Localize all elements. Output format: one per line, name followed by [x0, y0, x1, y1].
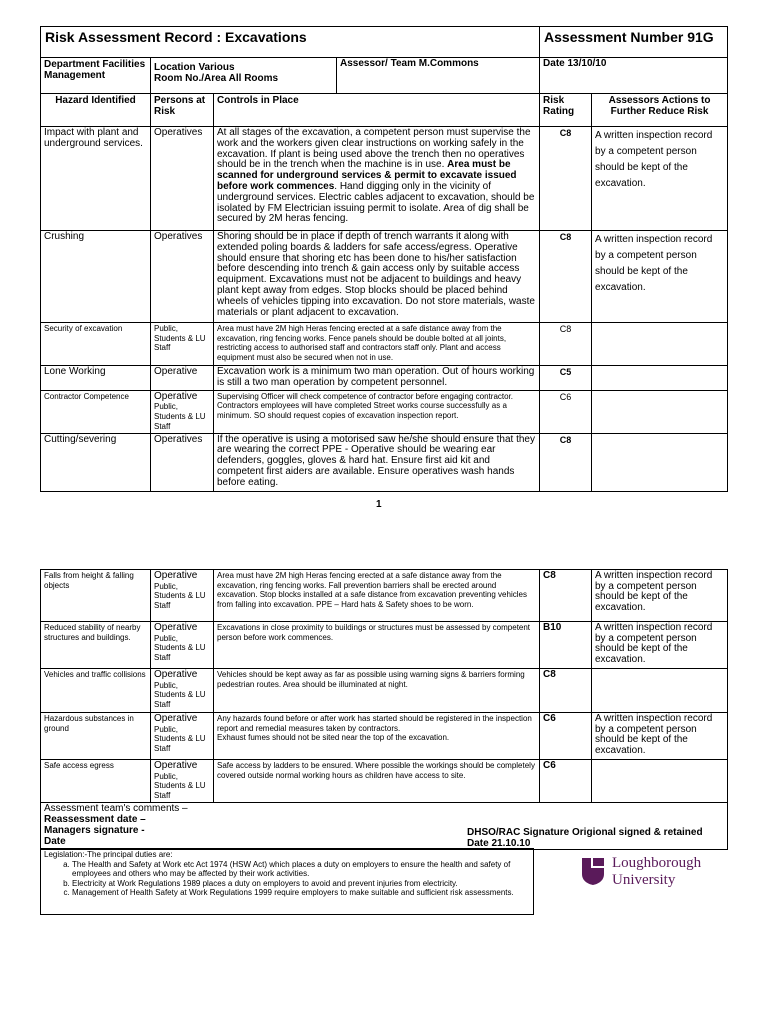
- action: A written inspection record by a competent person should be kept of the excavation.: [592, 622, 728, 669]
- hazard: Reduced stability of nearby structures and buildings.: [41, 622, 151, 669]
- assessment-number: Assessment Number 91G: [540, 27, 728, 58]
- page-number: 1: [376, 499, 382, 510]
- location: Location Various: [154, 62, 235, 73]
- assessor: Assessor/ Team M.Commons: [337, 58, 540, 94]
- persons: Public, Students & LU Staff: [151, 323, 214, 366]
- document-title: Risk Assessment Record : Excavations: [41, 27, 540, 58]
- rating: C6: [540, 713, 592, 760]
- table-row: [41, 390, 728, 433]
- hazard: Security of excavation: [41, 323, 151, 366]
- rating: B10: [540, 622, 592, 669]
- legislation-item: b. Electricity at Work Regulations 1989 places a duty on employers to avoid and prevent injuries from electricity.: [72, 879, 530, 889]
- hazard: Falls from height & falling objects: [41, 570, 151, 622]
- action: [592, 760, 728, 803]
- rating: C8: [540, 669, 592, 713]
- location-cell: [151, 58, 337, 94]
- persons-primary: Operative: [154, 622, 198, 633]
- footer-signatures: [41, 803, 728, 850]
- rating: C8: [540, 127, 592, 231]
- persons: Operatives: [151, 433, 214, 491]
- controls: Safe access by ladders to be ensured. Where possible the workings should be completely covered outside normal working hours as children have access to site.: [214, 760, 540, 803]
- persons-secondary: Public, Students & LU Staff: [154, 402, 206, 431]
- rating: C8: [540, 231, 592, 323]
- controls: Supervising Officer will check competence of contractor before engaging contractor. Contractors employees will have completed Street works course successfully as a minimum. SO should request copies of excavation inspection report.: [214, 390, 540, 433]
- date: Date 13/10/10: [540, 58, 728, 94]
- signatures-cell: [41, 803, 728, 850]
- risk-table-page2: [40, 569, 728, 850]
- persons: [151, 622, 214, 669]
- table-row: [41, 433, 728, 491]
- legislation-box: [40, 848, 534, 915]
- controls: Shoring should be in place if depth of trench warrants it along with extended poling boards & ladders for safe access/egress. Operative should ensure that shoring etc has been done to his/her satisfaction before descending into trench & gain access only by suitable access equipment. Excavations must not be adjacent to buildings and heavy plant kept away from edges. Stop blocks should be placed behind wheels of vehicles tipping into excavation. Do not store materials, waste materials or plant adjacent to excavation.: [214, 231, 540, 323]
- rating: C6: [540, 390, 592, 433]
- controls-text: At all stages of the excavation, a competent person must supervise the work and the workers given clear instructions on working safely in the excavation. If plant is being used above the trench then no operatives should be in the trench when the machine is in use.: [217, 127, 531, 171]
- hazard: Vehicles and traffic collisions: [41, 669, 151, 713]
- legislation-title: Legislation:-The principal duties are:: [44, 850, 173, 859]
- table-row: [41, 323, 728, 366]
- controls: [214, 713, 540, 760]
- persons: [151, 570, 214, 622]
- controls: Excavation work is a minimum two man operation. Out of hours working is still a two man operation by competent personnel.: [214, 366, 540, 391]
- table-row: [41, 570, 728, 622]
- persons: [151, 760, 214, 803]
- persons: [151, 390, 214, 433]
- managers-signature: Managers signature -: [44, 825, 145, 836]
- controls: Area must have 2M high Heras fencing erected at a safe distance away from the excavation, ring fencing works. Fence panels should be double bolted at all joints, restricting access to authorised staff and contractors staff only. Plant and access equipment must also be secured when not in use.: [214, 323, 540, 366]
- hazard: Contractor Competence: [41, 390, 151, 433]
- persons: [151, 713, 214, 760]
- persons-secondary: Public, Students & LU Staff: [154, 581, 206, 610]
- room: Room No./Area All Rooms: [154, 72, 279, 84]
- controls-bold: Area must be scanned for underground services & permit to excavate issued before work commences: [217, 159, 517, 192]
- hazard: Crushing: [41, 231, 151, 323]
- university-logo: [580, 852, 730, 892]
- controls: [214, 127, 540, 231]
- action: A written inspection record by a competent person should be kept of the excavation.: [592, 570, 728, 622]
- persons-primary: Operative: [154, 713, 198, 724]
- dhso-signature: DHSO/RAC Signature Origional signed & retained: [467, 827, 703, 838]
- action: [592, 323, 728, 366]
- col-rating: Risk Rating: [540, 94, 592, 127]
- controls-text: Any hazards found before or after work has started should be registered in the inspection report and remedial measures taken by contractors.: [217, 714, 532, 733]
- rating: C5: [540, 366, 592, 391]
- rating: C8: [540, 570, 592, 622]
- logo-line1: Loughborough: [612, 855, 702, 871]
- persons-primary: Operative: [154, 390, 198, 402]
- hazard: Hazardous substances in ground: [41, 713, 151, 760]
- table-row: [41, 127, 728, 231]
- rating: C8: [540, 433, 592, 491]
- table-row: [41, 622, 728, 669]
- controls-text: Exhaust fumes should not be sited near the top of the excavation.: [217, 733, 450, 743]
- action: A written inspection record by a competent person should be kept of the excavation.: [592, 231, 728, 323]
- legislation-item: c. Management of Health Safety at Work Regulations 1999 require employers to make suitable and sufficient risk assessments.: [72, 888, 530, 898]
- action: [592, 390, 728, 433]
- table-row: [41, 366, 728, 391]
- hazard: Lone Working: [41, 366, 151, 391]
- logo-line2: University: [612, 872, 676, 888]
- controls: If the operative is using a motorised saw he/she should ensure that they are wearing the correct PPE - Operative should be wearing ear defenders, goggles, gloves & hard hat. Ensure first aid kit and competent first aiders are available. Ensure operatives wash hands before eating.: [214, 433, 540, 491]
- persons-secondary: Public, Students & LU Staff: [154, 680, 206, 709]
- persons-primary: Operative: [154, 669, 198, 680]
- persons: Operatives: [151, 127, 214, 231]
- action: [592, 366, 728, 391]
- col-hazard: Hazard Identified: [41, 94, 151, 127]
- controls: Area must have 2M high Heras fencing erected at a safe distance away from the excavation, ring fencing works. Fall prevention barriers shall be erected around excavation. Stop blocks installed at a safe distance from excavation preventing vehicles from falling into excavation. PPE – Hard hats & Safety shoes to be worn.: [214, 570, 540, 622]
- action: [592, 433, 728, 491]
- col-persons: Persons at Risk: [151, 94, 214, 127]
- hazard: Impact with plant and underground services.: [41, 127, 151, 231]
- crest-icon: [580, 856, 606, 886]
- persons-secondary: Public, Students & LU Staff: [154, 771, 206, 800]
- legislation-cell: [41, 849, 534, 915]
- hazard: Cutting/severing: [41, 433, 151, 491]
- table-row: [41, 669, 728, 713]
- risk-table-page1: [40, 26, 728, 492]
- action: A written inspection record by a competent person should be kept of the excavation.: [592, 713, 728, 760]
- team-comments: Assessment team's comments –: [44, 803, 188, 814]
- rating: C6: [540, 760, 592, 803]
- persons: Operatives: [151, 231, 214, 323]
- legislation-item: a. The Health and Safety at Work etc Act 1974 (HSW Act) which places a duty on employers to ensure the health and safety of employees and others who may be affected by their work activities.: [72, 860, 530, 879]
- hazard: Safe access egress: [41, 760, 151, 803]
- persons-primary: Operative: [154, 570, 198, 581]
- persons-secondary: Public, Students & LU Staff: [154, 633, 206, 662]
- date-label: Date: [44, 836, 66, 847]
- dhso-date: Date 21.10.10: [467, 838, 531, 849]
- col-controls: Controls in Place: [214, 94, 540, 127]
- action: A written inspection record by a competent person should be kept of the excavation.: [592, 127, 728, 231]
- reassessment-date: Reassessment date –: [44, 814, 146, 825]
- persons-primary: Operative: [154, 760, 198, 771]
- controls: Excavations in close proximity to buildings or structures must be assessed by competent person before work commences.: [214, 622, 540, 669]
- department: Department Facilities Management: [41, 58, 151, 94]
- action: [592, 669, 728, 713]
- col-actions: Assessors Actions to Further Reduce Risk: [592, 94, 728, 127]
- table-row: [41, 760, 728, 803]
- controls-text: . Hand digging only in the vicinity of underground services. Electric cables adjacent to excavation, should be isolated by FM Electrician issuing permit to isolate. Area of dig shall be secured by 2M heras fencing.: [217, 180, 535, 225]
- table-row: [41, 231, 728, 323]
- controls: Vehicles should be kept away as far as possible using warning signs & barriers forming pedestrian routes. Area should be illuminated at night.: [214, 669, 540, 713]
- rating: C8: [540, 323, 592, 366]
- persons-secondary: Public, Students & LU Staff: [154, 724, 206, 753]
- table-row: [41, 713, 728, 760]
- persons: [151, 669, 214, 713]
- persons: Operative: [151, 366, 214, 391]
- legislation-list: [44, 860, 530, 898]
